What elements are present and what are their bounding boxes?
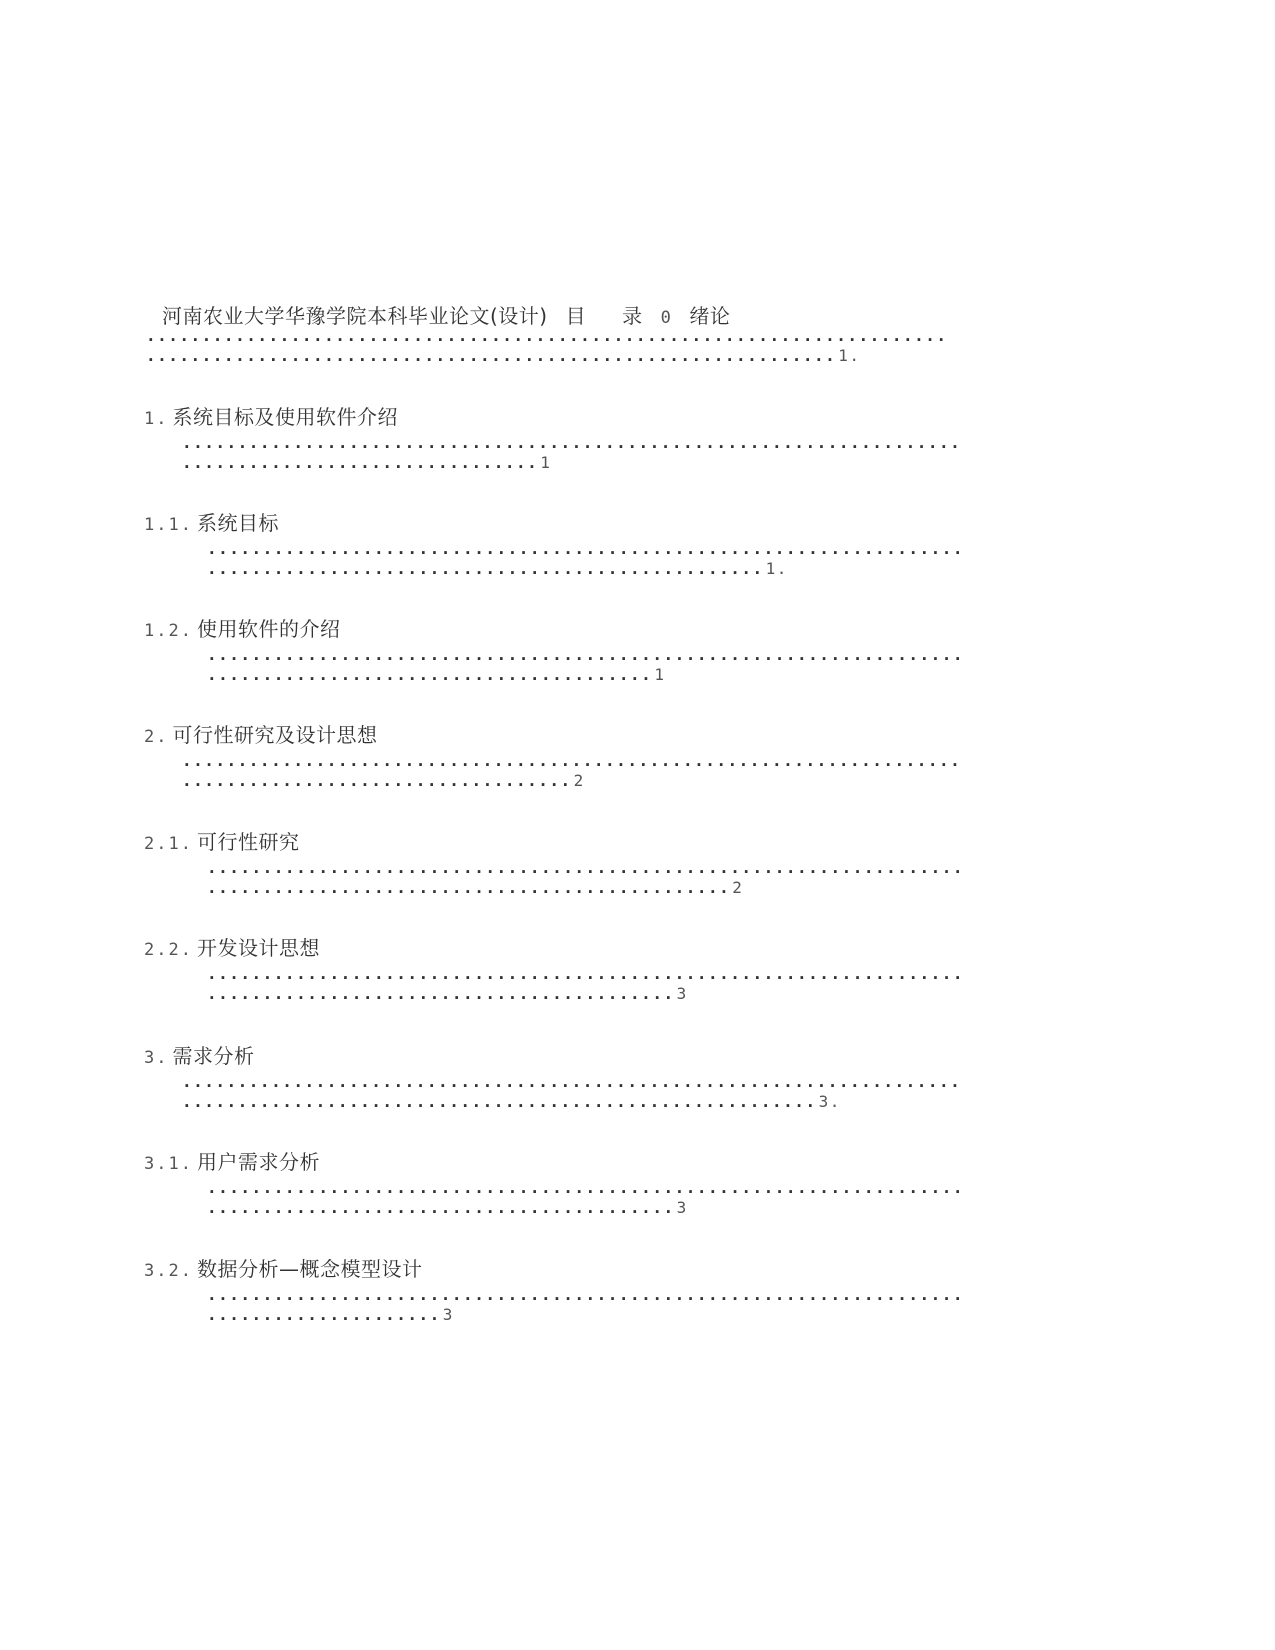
leader-dots: .............................................................. 1. — [146, 346, 861, 365]
toc-entry — [144, 401, 398, 430]
toc-entry — [144, 719, 377, 748]
page-number: 3 — [676, 984, 688, 1003]
page-number: 1. — [765, 559, 788, 578]
toc-entry — [144, 826, 299, 855]
leader-dots: .................................................................... — [207, 539, 965, 558]
page-number: 1. — [838, 346, 861, 365]
toc-entry-number: 2. — [144, 727, 169, 747]
page-number: 2 — [573, 771, 585, 790]
toc-entry-title: 可行性研究及设计思想 — [172, 723, 378, 747]
leader-dots: .................................................................... — [207, 858, 965, 877]
toc-entry-title: 需求分析 — [172, 1044, 255, 1068]
leader-dots: ........................................................................ — [146, 326, 948, 345]
toc-heading-char-1: 目 — [565, 304, 587, 328]
leader-dots: ........................................ 1 — [207, 665, 666, 684]
thesis-title: 河南农业大学华豫学院本科毕业论文(设计) — [162, 304, 548, 328]
leader-dots: .................................................. 1. — [207, 559, 788, 578]
toc-entry-number: 0 — [660, 308, 672, 328]
leader-dots: ................................ 1 — [182, 453, 552, 472]
leader-dots: ................................... 2 — [182, 771, 585, 790]
toc-entry-number: 2.1. — [144, 834, 193, 854]
leader-dots: .................................................................... — [207, 1285, 965, 1304]
toc-entry-number: 1. — [144, 409, 169, 429]
page-number: 1 — [540, 453, 552, 472]
page-number: 3 — [676, 1198, 688, 1217]
leader-dots: ............................................... 2 — [207, 878, 744, 897]
leader-dots: ...................................................................... — [182, 433, 962, 452]
toc-entry-title: 用户需求分析 — [196, 1150, 320, 1174]
toc-entry-title: 数据分析—概念模型设计 — [196, 1257, 423, 1281]
toc-heading-char-2: 录 — [622, 304, 643, 328]
page-number: 1 — [654, 665, 666, 684]
page-number: 3 — [442, 1305, 454, 1324]
toc-entry — [144, 507, 279, 536]
leader-dots: .......................................... 3 — [207, 1198, 688, 1217]
toc-entry-number: 2.2. — [144, 940, 193, 960]
leader-dots: ...................................................................... — [182, 1072, 962, 1091]
toc-entry-number: 3.2. — [144, 1261, 193, 1281]
leader-dots: .......................................... 3 — [207, 984, 688, 1003]
toc-entry-title: 可行性研究 — [196, 830, 300, 854]
page-number: 2 — [732, 878, 744, 897]
toc-entry-number: 1.1. — [144, 515, 193, 535]
leader-dots: ......................................................... 3. — [182, 1092, 841, 1111]
leader-dots: .................................................................... — [207, 964, 965, 983]
toc-entry — [144, 1253, 422, 1282]
toc-entry-title: 使用软件的介绍 — [196, 617, 341, 641]
toc-entry-title: 开发设计思想 — [196, 936, 320, 960]
toc-entry — [144, 932, 320, 961]
toc-entry-title: 绪论 — [689, 304, 731, 328]
leader-dots: .................................................................... — [207, 645, 965, 664]
leader-dots: ...................................................................... — [182, 751, 962, 770]
toc-header — [162, 300, 730, 329]
page-number: 3. — [818, 1092, 841, 1111]
toc-entry-title: 系统目标及使用软件介绍 — [172, 405, 398, 429]
toc-entry — [144, 613, 340, 642]
toc-entry — [144, 1040, 254, 1069]
leader-dots: ..................... 3 — [207, 1305, 454, 1324]
toc-entry-number: 1.2. — [144, 621, 193, 641]
toc-entry-number: 3.1. — [144, 1154, 193, 1174]
toc-entry-number: 3. — [144, 1048, 169, 1068]
toc-entry — [144, 1146, 320, 1175]
toc-entry-title: 系统目标 — [196, 511, 279, 535]
leader-dots: .................................................................... — [207, 1178, 965, 1197]
